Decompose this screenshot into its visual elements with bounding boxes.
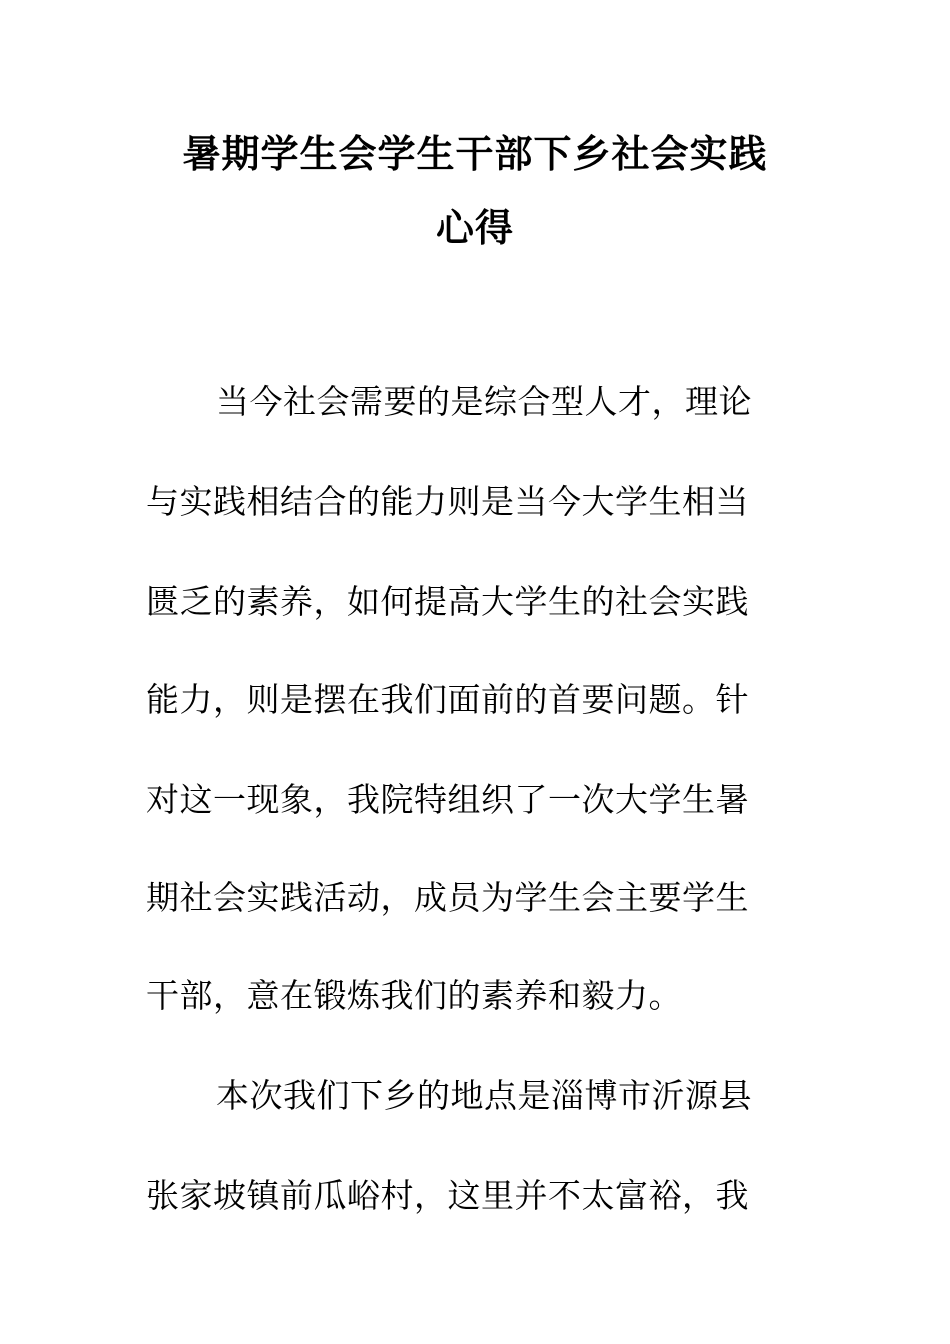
paragraph-2-line-1: 本次我们下乡的地点是淄博市沂源县 [216,1076,752,1115]
paragraph-1-line-7: 干部，意在锻炼我们的素养和毅力。 [146,976,682,1015]
paragraph-1-line-6: 期社会实践活动，成员为学生会主要学生 [146,878,749,917]
paragraph-1-line-4: 能力，则是摆在我们面前的首要问题。针 [146,680,749,719]
paragraph-2-line-2: 张家坡镇前瓜峪村，这里并不太富裕，我 [146,1176,749,1215]
paragraph-1-line-5: 对这一现象，我院特组织了一次大学生暑 [146,780,749,819]
document-title-line-1: 暑期学生会学生干部下乡社会实践 [182,131,768,176]
paragraph-1-line-3: 匮乏的素养，如何提高大学生的社会实践 [146,582,749,621]
paragraph-1-line-1: 当今社会需要的是综合型人才，理论 [216,382,752,421]
paragraph-1-line-2: 与实践相结合的能力则是当今大学生相当 [146,482,749,521]
document-title-line-2: 心得 [435,205,514,250]
